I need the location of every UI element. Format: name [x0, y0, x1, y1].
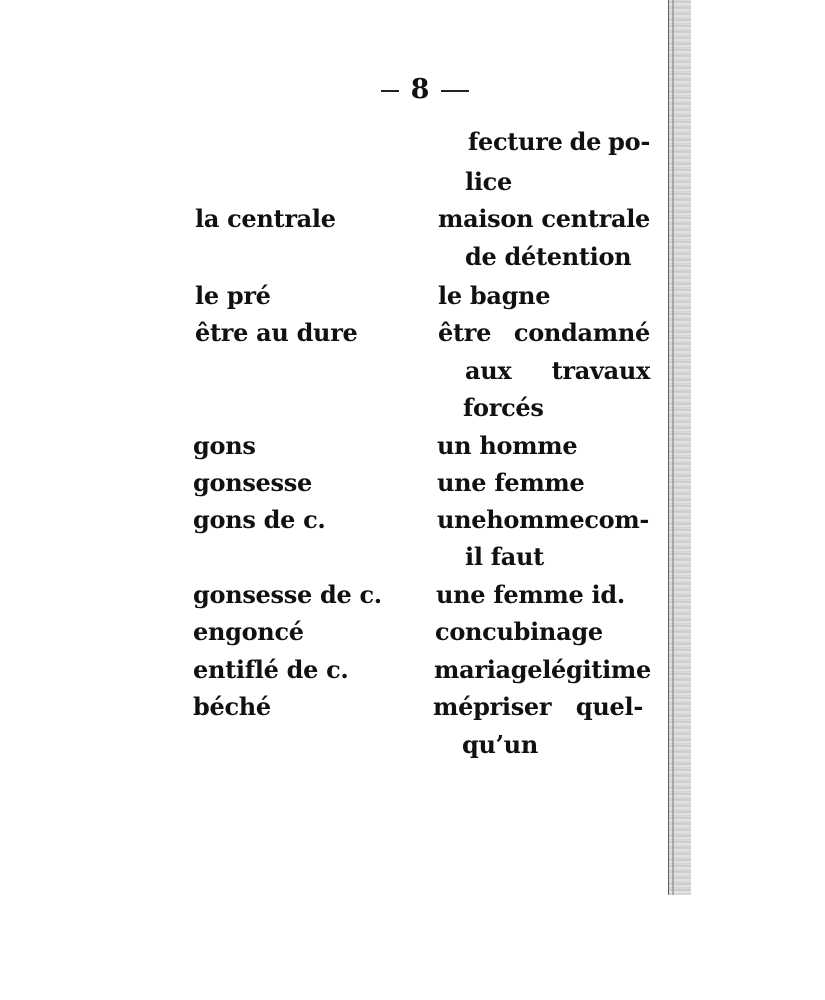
term: être au dure [195, 318, 358, 347]
term: entiflé de c. [193, 655, 349, 684]
definition-line [468, 127, 650, 156]
term: gonsesse [193, 468, 312, 497]
term: la centrale [195, 204, 336, 233]
page-header [360, 74, 490, 105]
definition-word: travaux [551, 356, 650, 385]
definition-line [465, 356, 650, 385]
definition-word: mariage [434, 655, 543, 684]
definition-word: quel- [575, 692, 643, 721]
definition-line: il faut [465, 542, 544, 571]
page-edge-shadow [668, 0, 691, 895]
definition-line: concubinage [435, 617, 603, 646]
definition-line: lice [465, 167, 512, 196]
definition-line [438, 318, 650, 347]
definition-word: mépriser [433, 692, 552, 721]
definition-line [437, 505, 650, 534]
definition-word: être [438, 318, 492, 347]
definition-word: de [569, 127, 602, 156]
term: engoncé [193, 617, 304, 646]
definition-word: une [437, 505, 487, 534]
term: gons de c. [193, 505, 326, 534]
definition-line: forcés [463, 393, 544, 422]
definition-line: une femme id. [436, 580, 625, 609]
definition-word: légitime [542, 655, 651, 684]
definition-line: le bagne [438, 281, 551, 310]
definition-word: aux [465, 356, 512, 385]
term: gonsesse de c. [193, 580, 382, 609]
term: le pré [195, 281, 271, 310]
term: béché [193, 692, 271, 721]
definition-line [433, 692, 643, 721]
definition-line: une femme [437, 468, 585, 497]
definition-line: qu’un [462, 730, 538, 759]
definition-word: homme [486, 505, 585, 534]
definition-line: un homme [437, 431, 578, 460]
term: gons [193, 431, 256, 460]
definition-line: de détention [465, 242, 632, 271]
definition-word: fecture [468, 127, 563, 156]
definition-word: centrale [541, 204, 650, 233]
page-number: 8 [410, 74, 430, 105]
header-dash-right [441, 90, 469, 92]
definition-line [434, 655, 651, 684]
definition-word: po- [608, 127, 650, 156]
definition-word: condamné [513, 318, 650, 347]
definition-word: com- [584, 505, 650, 534]
definition-line [438, 204, 650, 233]
definition-word: maison [438, 204, 534, 233]
header-dash-left [381, 90, 399, 92]
